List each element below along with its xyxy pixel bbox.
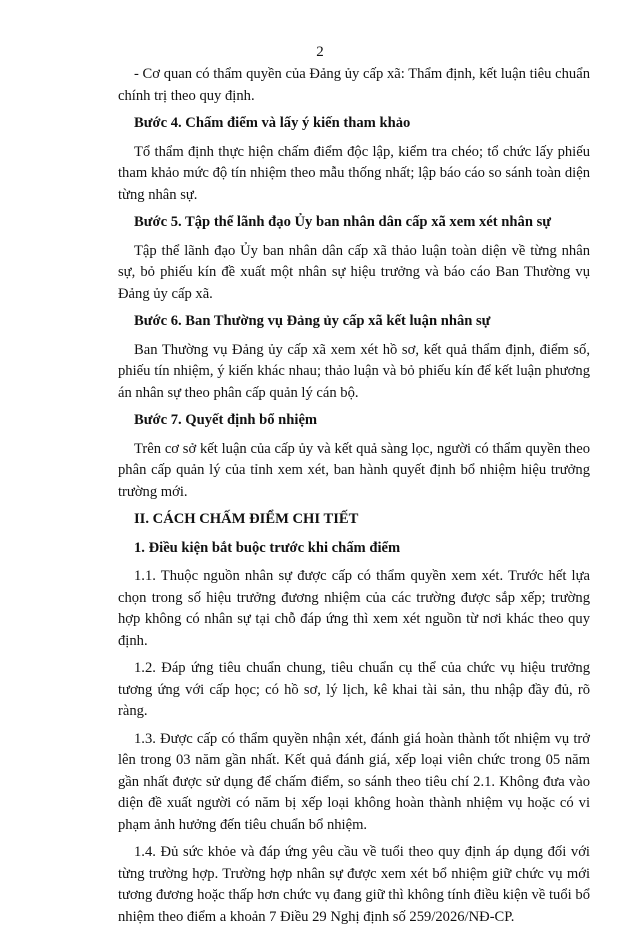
document-body [118,64,590,934]
section-heading-scoring: II. CÁCH CHẤM ĐIỂM CHI TIẾT [134,511,359,527]
heading-step-6: Bước 6. Ban Thường vụ Đảng ủy cấp xã kết luận nhân sự [134,313,491,329]
paragraph-step-5: Tập thể lãnh đạo Ủy ban nhân dân cấp xã thảo luận toàn diện về từng nhân sự, bỏ phiếu kín đề xuất một nhân sự hiệu trưởng và báo cáo Ban Thường vụ Đảng ủy cấp xã. [118,242,590,302]
paragraph-condition-1-1: 1.1. Thuộc nguồn nhân sự được cấp có thẩm quyền xem xét. Trước hết lựa chọn trong số hiệu trưởng đương nhiệm của các trường được sắp xếp; trường hợp không có nhân sự tại chỗ đáp ứng thì xem xét nguồn từ nơi khác theo quy định. [118,568,590,649]
subsection-heading-mandatory-conditions: 1. Điều kiện bắt buộc trước khi chấm điểm [134,539,401,556]
heading-step-4: Bước 4. Chấm điểm và lấy ý kiến tham khảo [134,115,411,131]
paragraph-condition-1-3: 1.3. Được cấp có thẩm quyền nhận xét, đánh giá hoàn thành tốt nhiệm vụ trở lên trong 03 năm gần nhất. Kết quả đánh giá, xếp loại viên chức trong 05 năm gần nhất được sử dụng để chấm điểm, so sánh theo tiêu chí 2.1. Không đưa vào diện đề xuất người có năm bị xếp loại không hoàn thành nhiệm vụ hoặc có vi phạm ảnh hưởng đến tiêu chuẩn bổ nhiệm. [118,730,590,833]
paragraph-party-committee-verification: - Cơ quan có thẩm quyền của Đảng ủy cấp xã: Thẩm định, kết luận tiêu chuẩn chính trị theo quy định. [118,66,590,104]
page-number: 2 [316,44,324,60]
paragraph-step-4: Tổ thẩm định thực hiện chấm điểm độc lập, kiểm tra chéo; tổ chức lấy phiếu tham khảo mức độ tín nhiệm theo mẫu thống nhất; lập báo cáo so sánh toàn diện từng nhân sự. [118,143,590,203]
heading-step-5: Bước 5. Tập thể lãnh đạo Ủy ban nhân dân cấp xã xem xét nhân sự [134,214,552,230]
paragraph-step-6: Ban Thường vụ Đảng ủy cấp xã xem xét hồ sơ, kết quả thẩm định, điểm số, phiếu tín nhiệm, ý kiến khác nhau; thảo luận và bỏ phiếu kín để kết luận phương án nhân sự theo phân cấp quản lý cán bộ. [118,341,590,401]
paragraph-condition-1-2: 1.2. Đáp ứng tiêu chuẩn chung, tiêu chuẩn cụ thể của chức vụ hiệu trưởng tương ứng với cấp học; có hồ sơ, lý lịch, kê khai tài sản, thu nhập đầy đủ, rõ ràng. [118,660,590,719]
paragraph-step-7: Trên cơ sở kết luận của cấp ủy và kết quả sàng lọc, người có thẩm quyền theo phân cấp quản lý của tỉnh xem xét, ban hành quyết định bổ nhiệm hiệu trưởng trường mới. [118,440,590,500]
heading-step-7: Bước 7. Quyết định bổ nhiệm [134,412,318,428]
paragraph-condition-1-4: 1.4. Đủ sức khỏe và đáp ứng yêu cầu về tuổi theo quy định áp dụng đối với từng trường hợp. Trường hợp nhân sự được xem xét bổ nhiệm giữ chức vụ mới tương đương hoặc thấp hơn chức vụ đang giữ thì không tính điều kiện về tuổi bổ nhiệm theo điểm a khoản 7 Điều 29 Nghị định số 259/2026/NĐ-CP. [118,844,590,925]
